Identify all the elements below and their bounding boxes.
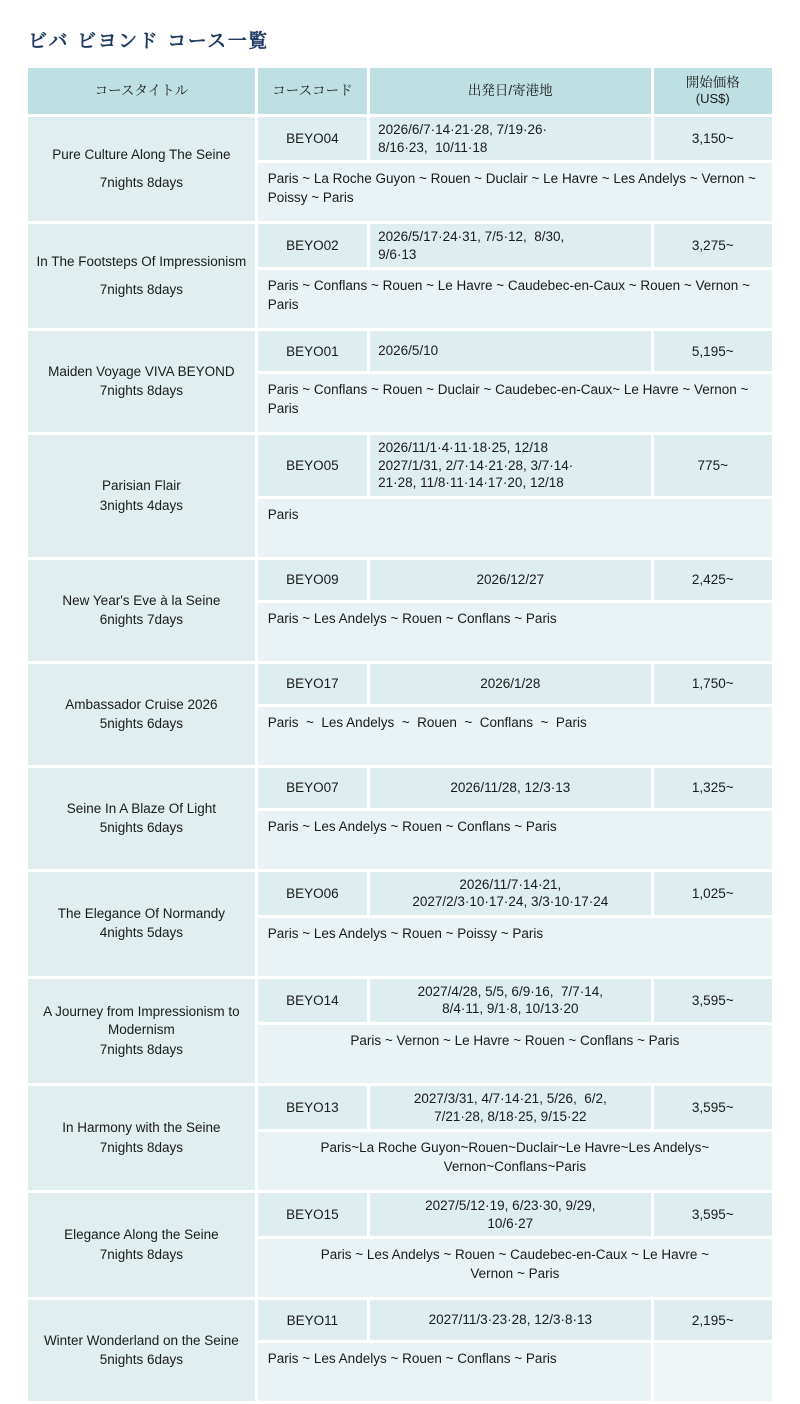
course-name: Parisian Flair <box>101 478 181 494</box>
course-row-main <box>28 872 772 915</box>
course-title-cell <box>28 117 255 221</box>
course-code-cell: BEYO07 <box>258 768 367 808</box>
start-price-cell: 2,195~ <box>654 1300 772 1340</box>
course-code-cell: BEYO14 <box>258 979 367 1022</box>
course-title-cell <box>28 560 255 661</box>
course-name: New Year's Eve à la Seine <box>62 592 221 608</box>
table-body <box>28 117 772 1401</box>
start-price-cell: 775~ <box>654 435 772 496</box>
course-duration: 7nights 8days <box>99 175 184 191</box>
start-price-cell: 3,595~ <box>654 1193 772 1236</box>
course-name: Seine In A Blaze Of Light <box>66 800 217 816</box>
start-price-cell: 5,195~ <box>654 331 772 371</box>
course-row-main <box>28 331 772 371</box>
column-header-departure-ports: 出発日/寄港地 <box>370 68 650 114</box>
course-row-main <box>28 768 772 808</box>
course-row-main <box>28 979 772 1022</box>
course-row-main <box>28 1300 772 1340</box>
ports-cell: Paris ~ Conflans ~ Rouen ~ Duclair ~ Caudebec-en-Caux~ Le Havre ~ Vernon ~ Paris <box>258 374 772 432</box>
start-price-cell: 1,325~ <box>654 768 772 808</box>
departure-dates-cell: 2026/11/7·14·21, 2027/2/3·10·17·24, 3/3·10·17·24 <box>370 872 650 915</box>
departure-dates-cell: 2026/12/27 <box>370 560 650 600</box>
start-price-label: 開始価格 <box>685 75 740 91</box>
course-code-cell: BEYO11 <box>258 1300 367 1340</box>
course-code-cell: BEYO15 <box>258 1193 367 1236</box>
course-title-cell <box>28 331 255 432</box>
ports-cell: Paris~La Roche Guyon~Rouen~Duclair~Le Havre~Les Andelys~ Vernon~Conflans~Paris <box>258 1132 772 1190</box>
start-price-cell: 1,750~ <box>654 664 772 704</box>
ports-cell: Paris ~ Les Andelys ~ Rouen ~ Caudebec-en-Caux ~ Le Havre ~ Vernon ~ Paris <box>258 1239 772 1297</box>
departure-dates-cell: 2027/3/31, 4/7·14·21, 5/26, 6/2, 7/21·28, 8/18·25, 9/15·22 <box>370 1086 650 1129</box>
start-price-cell: 3,150~ <box>654 117 772 160</box>
course-row-main <box>28 224 772 267</box>
course-name: Elegance Along the Seine <box>64 1227 219 1243</box>
course-duration: 5nights 6days <box>99 819 184 835</box>
course-title-cell <box>28 1300 255 1401</box>
course-name: Maiden Voyage VIVA BEYOND <box>48 363 235 379</box>
course-duration: 5nights 6days <box>99 715 184 731</box>
column-header-course-code: コースコード <box>258 68 367 114</box>
header-row <box>28 68 772 114</box>
course-code-cell: BEYO02 <box>258 224 367 267</box>
course-row-main <box>28 1193 772 1236</box>
course-title-cell <box>28 872 255 976</box>
course-row-main <box>28 117 772 160</box>
course-code-cell: BEYO17 <box>258 664 367 704</box>
start-price-cell: 3,275~ <box>654 224 772 267</box>
ports-cell: Paris ~ Conflans ~ Rouen ~ Le Havre ~ Caudebec-en-Caux ~ Rouen ~ Vernon ~ Paris <box>258 270 772 328</box>
departure-dates-cell: 2027/4/28, 5/5, 6/9·16, 7/7·14, 8/4·11, 9/1·8, 10/13·20 <box>370 979 650 1022</box>
course-title-cell <box>28 979 255 1083</box>
column-header-start-price <box>654 68 772 114</box>
course-duration: 7nights 8days <box>99 1246 184 1262</box>
departure-dates-cell: 2027/5/12·19, 6/23·30, 9/29, 10/6·27 <box>370 1193 650 1236</box>
course-title-cell <box>28 1193 255 1297</box>
course-title-cell <box>28 768 255 869</box>
ports-cell: Paris <box>258 499 772 557</box>
course-title-cell <box>28 664 255 765</box>
course-row-main <box>28 664 772 704</box>
departure-dates-cell: 2027/11/3·23·28, 12/3·8·13 <box>370 1300 650 1340</box>
ports-cell: Paris ~ Les Andelys ~ Rouen ~ Conflans ~ Paris <box>258 707 772 765</box>
departure-dates-cell: 2026/11/28, 12/3·13 <box>370 768 650 808</box>
start-price-cell: 3,595~ <box>654 1086 772 1129</box>
course-duration: 7nights 8days <box>99 282 184 298</box>
course-duration: 6nights 7days <box>99 611 184 627</box>
start-price-cell: 3,595~ <box>654 979 772 1022</box>
course-code-cell: BEYO13 <box>258 1086 367 1129</box>
course-row-main <box>28 435 772 496</box>
course-code-cell: BEYO01 <box>258 331 367 371</box>
ports-cell: Paris ~ Les Andelys ~ Rouen ~ Conflans ~ Paris <box>258 811 772 869</box>
departure-dates-cell: 2026/6/7·14·21·28, 7/19·26· 8/16·23, 10/11·18 <box>370 117 650 160</box>
ports-cell: Paris ~ Les Andelys ~ Rouen ~ Conflans ~ Paris <box>258 1343 651 1401</box>
course-title-cell <box>28 435 255 557</box>
course-duration: 7nights 8days <box>99 383 184 399</box>
course-row-main <box>28 560 772 600</box>
course-duration: 4nights 5days <box>99 925 184 941</box>
ports-cell: Paris ~ La Roche Guyon ~ Rouen ~ Duclair ~ Le Havre ~ Les Andelys ~ Vernon ~ Poissy ~ Paris <box>258 163 772 221</box>
course-duration: 7nights 8days <box>99 1139 184 1155</box>
course-name: Pure Culture Along The Seine <box>52 147 231 163</box>
course-duration: 5nights 6days <box>99 1352 184 1368</box>
course-code-cell: BEYO09 <box>258 560 367 600</box>
departure-dates-cell: 2026/11/1·4·11·18·25, 12/18 2027/1/31, 2/7·14·21·28, 3/7·14· 21·28, 11/8·11·14·17·20, 12/18 <box>370 435 650 496</box>
ports-cell: Paris ~ Les Andelys ~ Rouen ~ Poissy ~ Paris <box>258 918 772 976</box>
course-code-cell: BEYO04 <box>258 117 367 160</box>
course-name: Winter Wonderland on the Seine <box>43 1332 239 1348</box>
course-code-cell: BEYO05 <box>258 435 367 496</box>
course-title-cell <box>28 1086 255 1190</box>
start-price-cell: 2,425~ <box>654 560 772 600</box>
departure-dates-cell: 2026/1/28 <box>370 664 650 704</box>
ports-cell: Paris ~ Les Andelys ~ Rouen ~ Conflans ~ Paris <box>258 603 772 661</box>
course-title-cell <box>28 224 255 328</box>
course-duration: 3nights 4days <box>99 497 184 513</box>
course-name: A Journey from Impressionism to Modernism <box>43 1004 240 1038</box>
course-name: In Harmony with the Seine <box>62 1120 221 1136</box>
course-code-cell: BEYO06 <box>258 872 367 915</box>
empty-price-cell <box>654 1343 772 1401</box>
start-price-cell: 1,025~ <box>654 872 772 915</box>
course-duration: 7nights 8days <box>99 1041 184 1057</box>
column-header-course-title: コースタイトル <box>28 68 255 114</box>
course-name: In The Footsteps Of Impressionism <box>36 254 247 270</box>
course-table <box>25 65 775 1404</box>
start-price-unit: (US$) <box>695 91 730 107</box>
course-name: Ambassador Cruise 2026 <box>65 696 218 712</box>
page-title: ビバ ビヨンド コース一覧 <box>28 30 269 52</box>
course-row-main <box>28 1086 772 1129</box>
departure-dates-cell: 2026/5/10 <box>370 331 650 371</box>
course-name: The Elegance Of Normandy <box>57 906 226 922</box>
ports-cell: Paris ~ Vernon ~ Le Havre ~ Rouen ~ Conflans ~ Paris <box>258 1025 772 1083</box>
table-header <box>28 68 772 114</box>
departure-dates-cell: 2026/5/17·24·31, 7/5·12, 8/30, 9/6·13 <box>370 224 650 267</box>
